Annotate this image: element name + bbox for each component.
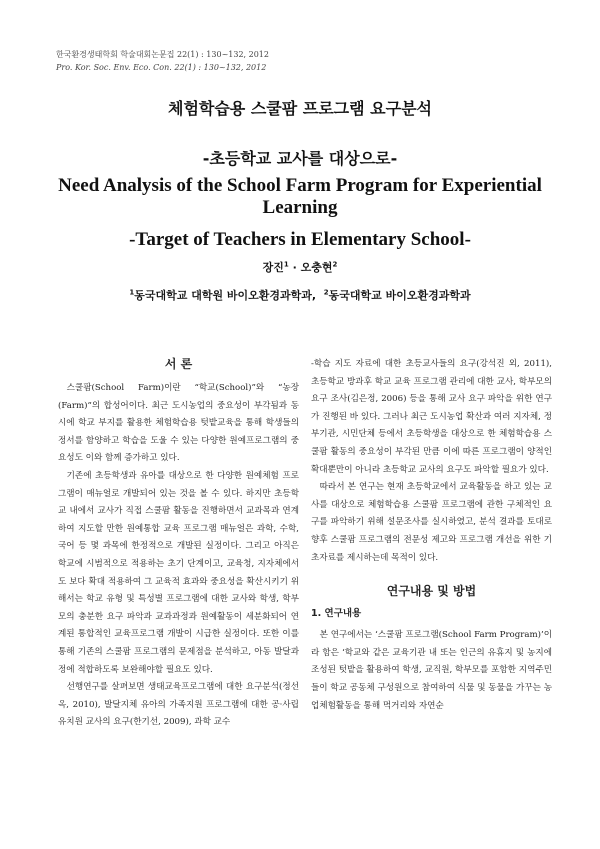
author-1: 장진 <box>262 261 284 274</box>
subsection-heading-content: 1. 연구내용 <box>311 608 362 620</box>
author-separator: · <box>288 261 301 274</box>
intro-paragraph-3: 선행연구를 살펴보면 생태교육프로그램에 대한 요구분석(정선옥, 2010), 발달지체 유아의 가족지원 프로그램에 대한 공·사립 유치원 교사의 요구(한기선, 2009), 과학 교수 <box>58 682 299 728</box>
left-column <box>58 356 299 732</box>
intro-paragraph-1: 스쿨팜(School Farm)이란 “학교(School)”와 “농장(Farm)”의 합성어이다. 최근 도시농업의 중요성이 부각됨과 동시에 학교 부지를 활용한 체험학습용 텃밭교육을 통해 학생들의 정서를 함양하고 학습을 도울 수 있는 다양한 원예프로그램의 중요성도 이와 함께 증가하고 있다. <box>58 383 299 464</box>
title-english: Need Analysis of the School Farm Program for Experiential Learning <box>58 175 542 218</box>
journal-citation-en: Pro. Kor. Soc. Env. Eco. Con. 22(1) : 130~132, 2012 <box>56 63 267 72</box>
subtitle-korean: -초등학교 교사를 대상으로- <box>202 149 398 168</box>
affiliation-2-mark: 2 <box>323 288 329 297</box>
methods-paragraph-1: 본 연구에서는 ‘스쿨팜 프로그램(School Farm Program)’이라 함은 ‘학교와 같은 교육기관 내 또는 인근의 유휴지 및 농지에 조성된 텃밭을 활용하여 학생, 교직원, 학부모를 포함한 지역주민들이 학교 공동체 구성원으로 참여하여 식물 및 동물을 가꾸는 농업체험활동을 통해 먹거리와 자연순 <box>311 630 552 711</box>
intro-paragraph-4: 따라서 본 연구는 현재 초등학교에서 교육활동을 하고 있는 교사를 대상으로 체험학습용 스쿨팜 프로그램에 관한 구체적인 요구를 파악하기 위해 설문조사를 실시하였고, 분석 결과를 토대로 향후 스쿨팜 프로그램의 전문성 제고와 프로그램 개선을 위한 기초자료를 제시하는데 목적이 있다. <box>311 482 552 563</box>
author-line <box>0 259 600 275</box>
intro-paragraph-continued: -학습 지도 자료에 대한 초등교사들의 요구(강석진 외, 2011), 초등학교 방과후 학교 교육 프로그램 관리에 대한 교사, 학부모의 요구 조사(김은정, 2006) 등을 통해 교사 요구 파악을 위한 연구가 진행된 바 있다. 그러나 최근 도시농업 확산과 여러 지자체, 정부기관, 시민단체 등에서 초등학생을 대상으로 한 체험학습용 스쿨팜 활동의 중요성이 부각된 만큼 이에 따른 프로그램이 양적인 확대뿐만이 아니라 초등학교 교사의 요구도 파악할 필요가 있다. <box>311 359 552 475</box>
title-korean: 체험학습용 스쿨팜 프로그램 요구분석 <box>167 99 432 118</box>
journal-citation <box>56 48 269 74</box>
affiliation-1: 동국대학교 대학원 바이오환경과학과, <box>134 289 317 302</box>
affiliation-line <box>0 287 600 303</box>
author-2: 오충현 <box>300 261 333 274</box>
section-heading-intro: 서 론 <box>164 357 193 371</box>
intro-paragraph-2: 기존에 초등학생과 유아를 대상으로 한 다양한 원예체험 프로그램이 매뉴얼로 개발되어 있는 것을 볼 수 있다. 하지만 초등학교 내에서 교사가 직접 스쿨팜 활동을 진행하면서 교과목과 연계하여 지도할 만한 원예통합 교육 프로그램 매뉴얼은 과학, 수학, 국어 등 몇 과목에 한정적으로 개발된 실정이다. 그리고 아직은 학교에 시범적으로 적용하는 초기 단계이고, 교육청, 지자체에서도 보다 확대 적용하여 그 교육적 효과와 중요성을 확산시키기 위해서는 학교 유형 및 특성별 프로그램에 대한 교사와 학생, 학부모의 충분한 요구 파악과 교과과정과 원예활동이 세분화되어 연계된 통합적인 교육프로그램 개발이 시급한 실정이다. 또한 이를 통해 기존의 스쿨팜 프로그램의 문제점을 분석하고, 아동 발달과정에 적합하도록 보완해야할 필요도 있다. <box>58 470 299 675</box>
author-1-mark: 1 <box>283 260 289 269</box>
section-heading-methods: 연구내용 및 방법 <box>386 584 477 599</box>
author-2-mark: 2 <box>332 260 338 269</box>
journal-citation-ko: 한국환경생태학회 학술대회논문집 22(1) : 130~132, 2012 <box>56 50 269 59</box>
affiliation-2: 동국대학교 바이오환경과학과 <box>328 289 471 302</box>
affiliation-1-mark: 1 <box>129 288 135 297</box>
right-column <box>311 356 552 715</box>
subtitle-english: -Target of Teachers in Elementary School- <box>129 229 471 250</box>
